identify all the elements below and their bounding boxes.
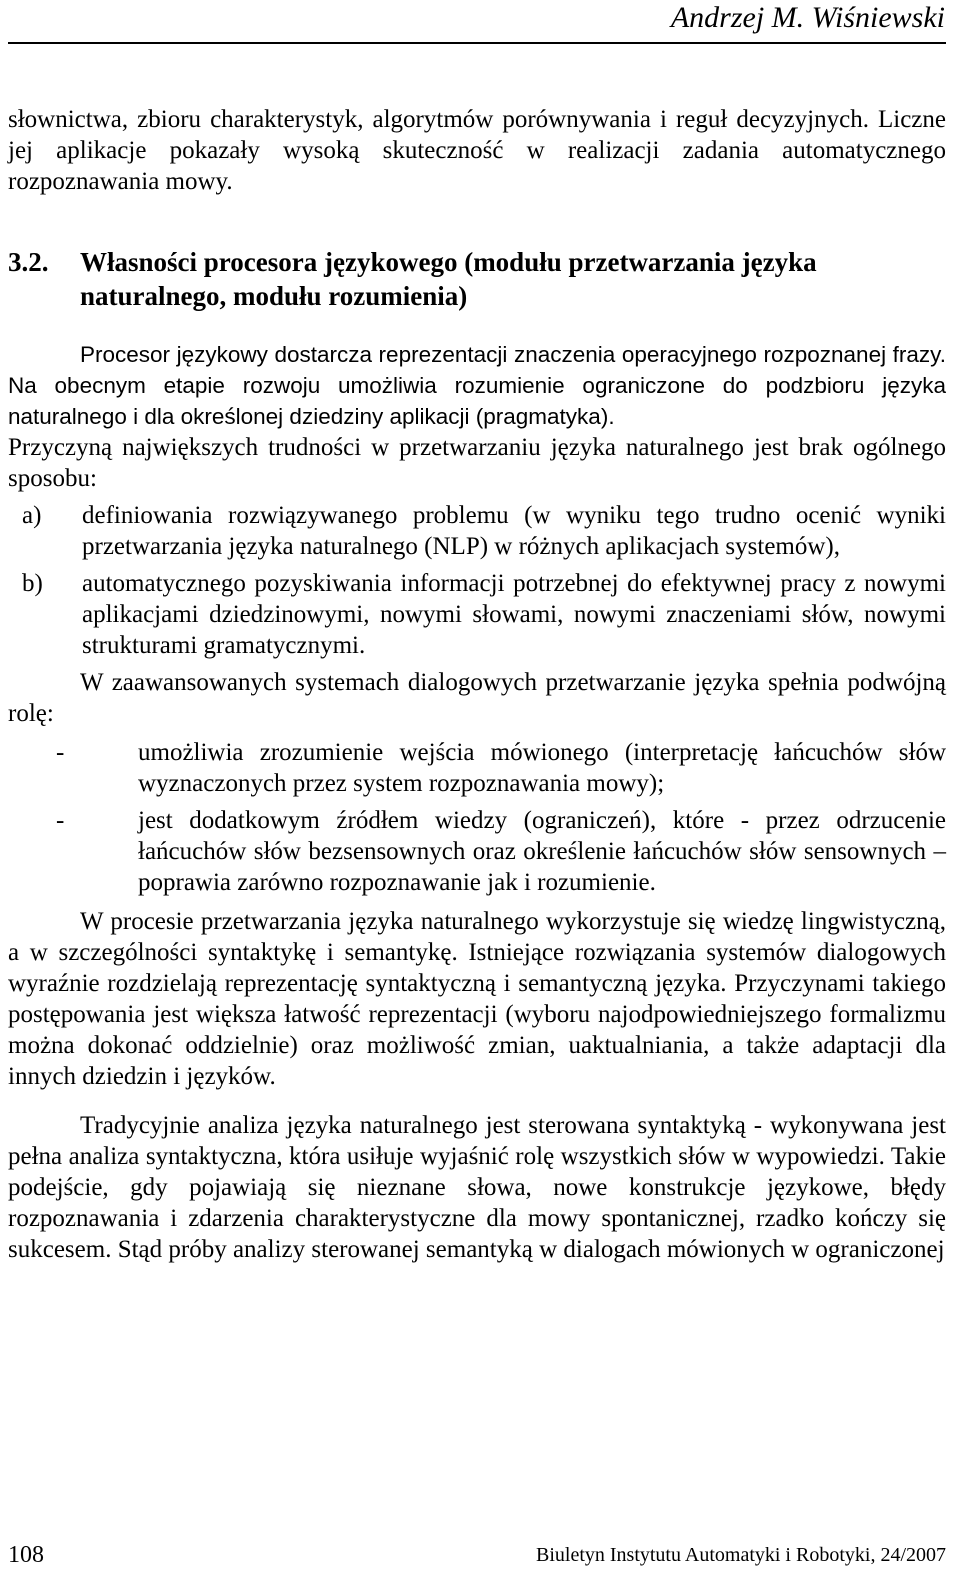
- sans-paragraph: Procesor językowy dostarcza reprezentacji znaczenia operacyjnego rozpoznanej frazy. Na obecnym etapie rozwoju umożliwia rozumienie ograniczone do podzbioru języka naturalnego i dla określonej dziedziny aplikacji (pragmatyka).: [8, 342, 946, 429]
- section-title: Własności procesora językowego (modułu przetwarzania języka naturalnego, modułu rozumienia): [80, 247, 817, 311]
- dialog-paragraph: W zaawansowanych systemach dialogowych przetwarzanie języka spełnia podwójną rolę:: [8, 669, 946, 727]
- alpha-list: [8, 500, 946, 661]
- dash-list: [8, 737, 946, 898]
- list-item-text: umożliwia zrozumienie wejścia mówionego (interpretację łańcuchów słów wyznaczonych przez system rozpoznawania mowy);: [138, 739, 946, 797]
- section-number: 3.2.: [8, 247, 49, 277]
- list-marker: -: [56, 807, 65, 834]
- page-number: 108: [8, 1542, 44, 1568]
- continuation-paragraph: Przyczyną największych trudności w przetwarzaniu języka naturalnego jest brak ogólnego sposobu:: [8, 434, 946, 492]
- running-header-author: Andrzej M. Wiśniewski: [670, 1, 945, 34]
- list-marker: a): [22, 502, 42, 529]
- header-rule: [8, 42, 946, 44]
- process-paragraph: W procesie przetwarzania języka naturalnego wykorzystuje się wiedzę lingwistyczną, a w szczególności syntaktykę i semantykę. Istniejące rozwiązania systemów dialogowych wyraźnie rozdzielają reprezentację syntaktyczną i semantyczną języka. Przyczynami takiego postępowania jest większa łatwość reprezentacji (wyboru najodpowiedniejszego formalizmu można dokonać oddzielnie) oraz możliwość zmian, uaktualniania, a także adaptacji dla innych dziedzin i języków.: [8, 908, 946, 1090]
- journal-footer: Biuletyn Instytutu Automatyki i Robotyki, 24/2007: [535, 1544, 946, 1566]
- traditional-paragraph: Tradycyjnie analiza języka naturalnego jest sterowana syntaktyką - wykonywana jest pełna analiza syntaktyczna, która usiłuje wyjaśnić rolę wszystkich słów w wypowiedzi. Takie podejście, gdy pojawiają się nieznane słowa, nowe konstrukcje językowe, błędy rozpoznawania i zdarzenia charakterystyczne dla mowy spontanicznej, rzadko kończy się sukcesem. Stąd próby analizy sterowanej semantyką w dialogach mówionych w ograniczonej: [8, 1112, 946, 1263]
- intro-paragraph: słownictwa, zbioru charakterystyk, algorytmów porównywania i reguł decyzyjnych. Liczne jej aplikacje pokazały wysoką skuteczność w realizacji zadania automatycznego rozpoznawania mowy.: [8, 106, 946, 195]
- list-marker: -: [56, 739, 65, 766]
- list-item-text: automatycznego pozyskiwania informacji potrzebnej do efektywnej pracy z nowymi aplikacjami dziedzinowymi, nowymi słowami, nowymi znaczeniami słów, nowymi strukturami gramatycznymi.: [82, 570, 946, 659]
- list-item-text: definiowania rozwiązywanego problemu (w wyniku tego trudno ocenić wyniki przetwarzania języka naturalnego (NLP) w różnych aplikacjach systemów),: [82, 502, 946, 560]
- section-heading: [8, 245, 946, 313]
- list-item: [8, 568, 946, 661]
- list-item-text: jest dodatkowym źródłem wiedzy (ograniczeń), które - przez odrzucenie łańcuchów słów bezsensownych oraz określenie łańcuchów słów sensownych – poprawia zarówno rozpoznawanie jak i rozumienie.: [138, 807, 946, 896]
- list-marker: b): [22, 570, 43, 597]
- page-body: [8, 104, 946, 1265]
- list-item: [8, 500, 946, 562]
- list-item: [8, 805, 946, 898]
- list-item: [8, 737, 946, 799]
